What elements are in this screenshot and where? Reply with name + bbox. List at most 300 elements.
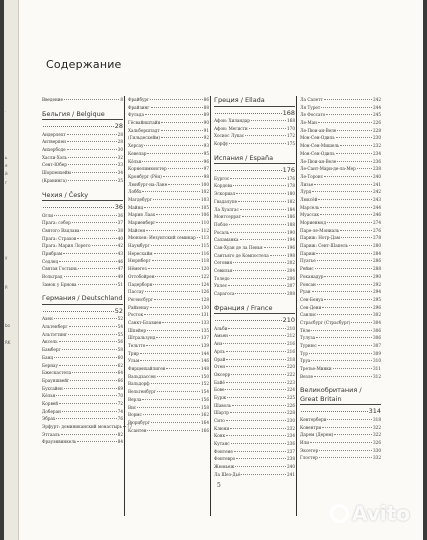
dot-leader [151, 422, 200, 423]
dot-leader [318, 345, 372, 346]
dot-leader [231, 278, 286, 279]
toc-entry[interactable] [300, 181, 381, 189]
dot-leader [236, 458, 286, 459]
toc-entry[interactable] [214, 275, 295, 283]
entry-page: 112 [201, 227, 209, 233]
toc-entry[interactable] [214, 363, 295, 371]
toc-entry[interactable] [214, 182, 295, 190]
toc-entry[interactable] [214, 386, 295, 394]
toc-entry[interactable] [128, 373, 209, 381]
toc-entry[interactable] [214, 440, 295, 448]
toc-entry[interactable] [128, 419, 209, 427]
dot-leader [92, 245, 117, 246]
toc-entry[interactable] [214, 463, 295, 471]
toc-entry[interactable] [300, 424, 381, 432]
dot-leader [72, 222, 117, 223]
toc-entry[interactable] [300, 250, 381, 258]
toc-entry[interactable] [42, 212, 123, 220]
toc-entry[interactable] [300, 111, 381, 119]
toc-entry[interactable] [42, 273, 123, 281]
entry-page: 124 [201, 281, 209, 287]
toc-entry[interactable] [214, 252, 295, 260]
entry-page: 237 [287, 448, 295, 454]
toc-entry[interactable] [300, 119, 381, 127]
entry-name: Кевелар [128, 150, 147, 156]
dot-leader [197, 237, 200, 238]
toc-entry[interactable] [128, 111, 209, 119]
entry-page: 206 [287, 275, 295, 281]
entry-name: Гёсвайнштайн [128, 120, 161, 126]
toc-entry[interactable] [42, 154, 123, 162]
entry-name: Клюни [214, 425, 230, 431]
dot-leader [317, 284, 372, 285]
toc-entry[interactable] [42, 415, 123, 423]
toc-entry[interactable] [300, 134, 381, 142]
entry-page: 115 [201, 243, 209, 249]
toc-entry[interactable] [300, 311, 381, 319]
toc-entry[interactable] [42, 385, 123, 393]
toc-entry[interactable] [214, 340, 295, 348]
toc-entry[interactable] [214, 448, 295, 456]
entry-page: 72 [117, 400, 123, 406]
dot-leader [340, 230, 372, 231]
toc-entry[interactable] [42, 138, 123, 146]
toc-entry[interactable] [128, 250, 209, 258]
toc-entry[interactable] [300, 150, 381, 158]
toc-entry[interactable] [128, 134, 209, 142]
dot-leader [327, 222, 372, 223]
toc-entry[interactable] [128, 357, 209, 365]
dot-leader [241, 474, 286, 475]
toc-entry[interactable] [300, 234, 381, 242]
entry-page: 242 [373, 97, 381, 102]
toc-entry[interactable] [214, 348, 295, 356]
toc-entry[interactable] [42, 235, 123, 243]
toc-entry[interactable] [42, 177, 123, 185]
toc-entry[interactable] [128, 311, 209, 319]
country-name: Чехия / Česky [42, 191, 123, 202]
entry-page: 210 [287, 325, 295, 331]
toc-entry[interactable] [214, 117, 295, 125]
dot-leader [67, 134, 117, 135]
entry-page: 60 [117, 354, 123, 360]
dot-leader [146, 230, 200, 231]
toc-entry[interactable] [214, 140, 295, 148]
dot-leader [324, 99, 372, 100]
country-heading[interactable] [214, 96, 295, 117]
toc-entry[interactable] [300, 431, 381, 439]
dot-leader [226, 366, 286, 367]
toc-entry[interactable] [42, 392, 123, 400]
entry-page: 131 [201, 312, 209, 318]
toc-entry[interactable] [214, 244, 295, 252]
entry-page: 218 [287, 356, 295, 362]
toc-entry[interactable] [214, 325, 295, 333]
toc-entry[interactable] [42, 315, 123, 323]
toc-entry[interactable] [300, 447, 381, 455]
dot-leader [318, 122, 372, 123]
dot-leader [59, 403, 117, 404]
toc-entry[interactable] [214, 471, 295, 479]
toc-entry[interactable] [128, 334, 209, 342]
toc-entry[interactable] [214, 221, 295, 229]
toc-entry[interactable] [300, 304, 381, 312]
entry-page: 152 [201, 381, 209, 387]
toc-entry[interactable] [300, 127, 381, 135]
entry-name: Огли [42, 212, 54, 218]
toc-entry[interactable] [214, 455, 295, 463]
toc-entry[interactable] [128, 173, 209, 181]
toc-entry[interactable] [214, 125, 295, 133]
dot-leader [77, 238, 116, 239]
entry-name: Сеговия [214, 260, 233, 266]
dot-leader [238, 201, 286, 202]
entry-name: Ковентри [300, 424, 322, 430]
toc-entry[interactable] [300, 265, 381, 273]
toc-entry[interactable] [128, 388, 209, 396]
toc-entry[interactable] [128, 165, 209, 173]
dot-leader [166, 368, 200, 369]
entry-name: Регенсбург [128, 296, 153, 302]
dot-leader [67, 141, 117, 142]
toc-entry[interactable] [300, 104, 381, 112]
toc-entry[interactable] [42, 400, 123, 408]
entry-page: 330 [373, 447, 381, 453]
toc-entry[interactable] [214, 356, 295, 364]
entry-page: 236 [287, 441, 295, 447]
toc-entry[interactable] [42, 265, 123, 273]
entry-name: Шаволь [214, 402, 232, 408]
toc-entry[interactable] [128, 342, 209, 350]
toc-entry[interactable] [128, 196, 209, 204]
dot-leader [225, 389, 286, 390]
dot-leader [144, 207, 200, 208]
toc-entry[interactable] [42, 362, 123, 370]
toc-entry[interactable] [128, 211, 209, 219]
entry-page: 146 [201, 358, 209, 364]
toc-entry[interactable] [300, 288, 381, 296]
toc-entry[interactable] [300, 196, 381, 204]
toc-entry[interactable] [214, 229, 295, 237]
toc-entry[interactable] [214, 267, 295, 275]
entry-name: Майсен [128, 227, 146, 233]
toc-entry[interactable] [300, 350, 381, 358]
entry-page: 30 [117, 147, 123, 153]
dot-leader [150, 307, 200, 308]
toc-entry[interactable] [300, 439, 381, 447]
dot-leader [145, 291, 200, 292]
toc-entry[interactable] [300, 257, 381, 265]
dot-leader [227, 397, 286, 398]
entry-page: 43 [117, 250, 123, 256]
dot-leader [54, 215, 117, 216]
toc-entry[interactable] [300, 158, 381, 166]
entry-page: 62 [117, 362, 123, 368]
entry-name: Тельтте [128, 343, 146, 348]
toc-entry[interactable] [42, 431, 123, 439]
entry-page: 222 [287, 371, 295, 377]
toc-entry[interactable] [128, 257, 209, 265]
country-heading[interactable] [42, 294, 123, 315]
country-page: 36 [114, 203, 123, 211]
toc-entry[interactable] [300, 281, 381, 289]
entry-page: 175 [287, 141, 295, 147]
entry-page: 246 [373, 212, 381, 218]
toc-entry[interactable] [128, 288, 209, 296]
entry-page: 322 [373, 424, 381, 430]
toc-entry[interactable] [42, 423, 133, 431]
toc-entry[interactable] [42, 331, 123, 339]
entry-name: Вюрцбург [128, 419, 150, 425]
country-page-row [214, 109, 295, 118]
toc-entry[interactable] [42, 369, 123, 377]
toc-entry[interactable] [300, 273, 381, 281]
toc-entry[interactable] [42, 250, 123, 258]
entry-name: Или [300, 440, 310, 445]
toc-entry[interactable] [128, 142, 209, 150]
toc-entry[interactable] [300, 96, 381, 104]
toc-entry[interactable] [214, 402, 295, 410]
toc-entry[interactable] [128, 281, 209, 289]
dot-leader [59, 341, 117, 342]
gutter-mark: y [5, 255, 8, 260]
toc-entry[interactable] [214, 190, 295, 198]
dot-leader [341, 237, 372, 238]
toc-entry[interactable] [300, 211, 381, 219]
toc-entry[interactable] [42, 408, 123, 416]
toc-entry[interactable] [128, 296, 209, 304]
toc-entry[interactable] [214, 236, 295, 244]
toc-entry[interactable] [214, 379, 295, 387]
toc-entry[interactable] [214, 259, 295, 267]
toc-entry[interactable] [214, 132, 295, 140]
entry-page: 110 [201, 220, 209, 225]
entry-page: 204 [287, 268, 295, 273]
entry-page: 32 [117, 154, 123, 160]
toc-entry[interactable] [128, 204, 209, 212]
toc-entry[interactable] [42, 96, 123, 104]
toc-entry[interactable] [128, 150, 209, 158]
entry-name: Росток [128, 312, 144, 318]
entry-name: Фульда [128, 112, 144, 118]
dot-leader [78, 268, 116, 269]
toc-entry[interactable] [128, 427, 209, 435]
country-page: 176 [282, 166, 295, 175]
entry-page: 284 [373, 250, 381, 256]
toc-entry[interactable] [300, 373, 381, 381]
dot-leader [322, 307, 372, 308]
country-heading[interactable] [42, 110, 123, 131]
toc-entry[interactable] [214, 409, 295, 417]
country-heading[interactable] [214, 154, 295, 175]
entry-page: 194 [287, 237, 295, 243]
toc-entry[interactable] [42, 323, 123, 331]
toc-entry[interactable] [300, 416, 381, 424]
entry-name: Лоббх [128, 189, 142, 195]
entry-page: 120 [201, 266, 209, 272]
entry-page: 230 [287, 418, 295, 423]
entry-page: 28 [117, 131, 123, 137]
dot-leader [336, 153, 372, 154]
toc-entry[interactable] [42, 169, 123, 177]
toc-entry[interactable] [300, 188, 381, 196]
toc-entry[interactable] [128, 104, 209, 112]
toc-entry[interactable] [42, 146, 123, 154]
entry-page: 64 [117, 370, 123, 376]
entry-name: Санлис [300, 312, 317, 318]
entry-page: 228 [287, 410, 295, 416]
toc-entry[interactable] [42, 354, 123, 362]
gutter-mark: RK [5, 340, 11, 345]
toc-entry[interactable] [300, 219, 381, 227]
toc-entry[interactable] [128, 411, 209, 419]
entry-page: 198 [287, 252, 295, 258]
toc-entry[interactable] [42, 219, 123, 227]
entry-name: Марсель [300, 204, 320, 210]
entry-page: 98 [203, 173, 209, 179]
toc-entry[interactable] [128, 380, 209, 388]
entry-name: Пассау [128, 289, 144, 295]
entry-name: Хальберштадт [128, 127, 160, 133]
toc-entry[interactable] [300, 142, 381, 150]
dot-leader [233, 185, 286, 186]
entry-page: 128 [201, 296, 209, 302]
entry-name: Сан-Хуан де ла Пенья [214, 244, 263, 250]
toc-entry[interactable] [214, 332, 295, 340]
entry-page: 311 [373, 366, 381, 372]
avito-watermark [330, 500, 410, 526]
entry-page: 133 [201, 319, 209, 325]
toc-entry[interactable] [128, 365, 209, 373]
toc-entry[interactable] [42, 377, 123, 385]
toc-entry[interactable] [300, 334, 381, 342]
toc-entry[interactable] [128, 219, 209, 227]
entry-name: Севилья [214, 268, 233, 273]
dot-leader [68, 157, 117, 158]
toc-entry[interactable] [300, 242, 381, 250]
dot-leader [312, 191, 372, 192]
toc-entry[interactable] [128, 158, 209, 166]
toc-entry[interactable] [300, 342, 381, 350]
entry-name: Сарагоса [214, 291, 235, 297]
entry-name: Седлец [42, 258, 59, 264]
toc-entry[interactable] [128, 119, 209, 127]
toc-entry[interactable] [42, 346, 123, 354]
entry-name: Афон: Мегисти [214, 125, 248, 131]
toc-entry[interactable] [300, 454, 381, 462]
dot-leader [327, 419, 372, 420]
country-heading[interactable] [42, 191, 123, 212]
toc-entry[interactable] [42, 227, 123, 235]
toc-entry[interactable] [214, 425, 295, 433]
entry-page: 89 [203, 112, 209, 118]
toc-entry[interactable] [128, 188, 209, 196]
toc-entry[interactable] [128, 319, 209, 327]
dot-leader [72, 172, 117, 173]
country-heading[interactable] [300, 386, 381, 416]
toc-entry[interactable] [42, 258, 123, 266]
toc-entry[interactable] [128, 181, 209, 189]
entry-page: 184 [287, 206, 295, 212]
country-heading[interactable] [214, 304, 295, 325]
toc-entry[interactable] [300, 357, 381, 365]
toc-entry[interactable] [42, 161, 123, 169]
toc-entry[interactable] [128, 327, 209, 335]
entry-page: 306 [373, 327, 381, 333]
entry-page: 212 [287, 333, 295, 339]
toc-entry[interactable] [214, 290, 295, 298]
entry-page: 38 [117, 227, 123, 233]
dot-leader [233, 270, 286, 271]
toc-entry[interactable] [300, 204, 381, 212]
toc-entry[interactable] [214, 198, 295, 206]
toc-entry[interactable] [300, 227, 381, 235]
dot-leader [333, 368, 372, 369]
dot-leader [226, 435, 286, 436]
entry-name: Саламанка [214, 237, 239, 243]
toc-entry[interactable] [128, 265, 209, 273]
toc-entry[interactable] [42, 242, 123, 250]
toc-entry[interactable] [42, 131, 123, 139]
toc-entry[interactable] [214, 206, 295, 214]
entry-page: 76 [117, 416, 123, 422]
dot-leader [314, 184, 372, 185]
toc-entry[interactable] [214, 371, 295, 379]
entry-page: 310 [373, 358, 381, 364]
toc-entry[interactable] [42, 338, 123, 346]
entry-page: 274 [373, 220, 381, 225]
toc-entry[interactable] [128, 304, 209, 312]
toc-entry[interactable] [300, 319, 381, 327]
entry-page: 92 [203, 135, 209, 141]
toc-entry[interactable] [214, 175, 295, 183]
toc-entry[interactable] [214, 394, 295, 402]
toc-entry[interactable] [128, 273, 209, 281]
toc-entry[interactable] [42, 438, 123, 446]
toc-entry[interactable] [300, 296, 381, 304]
toc-entry[interactable] [128, 234, 209, 242]
entry-name: Мориенмод [300, 220, 326, 225]
toc-entry[interactable] [214, 282, 295, 290]
toc-entry[interactable] [214, 417, 295, 425]
toc-entry[interactable] [42, 281, 123, 289]
dot-leader [156, 222, 200, 223]
toc-entry[interactable] [300, 365, 381, 373]
toc-entry[interactable] [300, 165, 381, 173]
entry-name: Бамберг [42, 347, 61, 353]
entry-page: 176 [287, 175, 295, 181]
toc-entry[interactable] [128, 242, 209, 250]
country-page: 314 [368, 407, 381, 416]
toc-entry[interactable] [300, 327, 381, 335]
toc-entry[interactable] [128, 404, 209, 412]
toc-entry[interactable] [128, 96, 209, 104]
toc-entry[interactable] [128, 350, 209, 358]
toc-entry[interactable] [128, 127, 209, 135]
toc-entry[interactable] [128, 396, 209, 404]
toc-entry[interactable] [128, 227, 209, 235]
toc-entry[interactable] [214, 213, 295, 221]
dot-leader [228, 285, 286, 286]
toc-entry[interactable] [214, 432, 295, 440]
entry-name: Андерлехт [42, 131, 66, 137]
entry-page: 116 [201, 250, 209, 256]
entry-page: 168 [287, 118, 295, 123]
dot-leader [215, 170, 282, 171]
dot-leader [68, 180, 117, 181]
toc-entry[interactable] [300, 173, 381, 181]
dot-leader [137, 407, 200, 408]
